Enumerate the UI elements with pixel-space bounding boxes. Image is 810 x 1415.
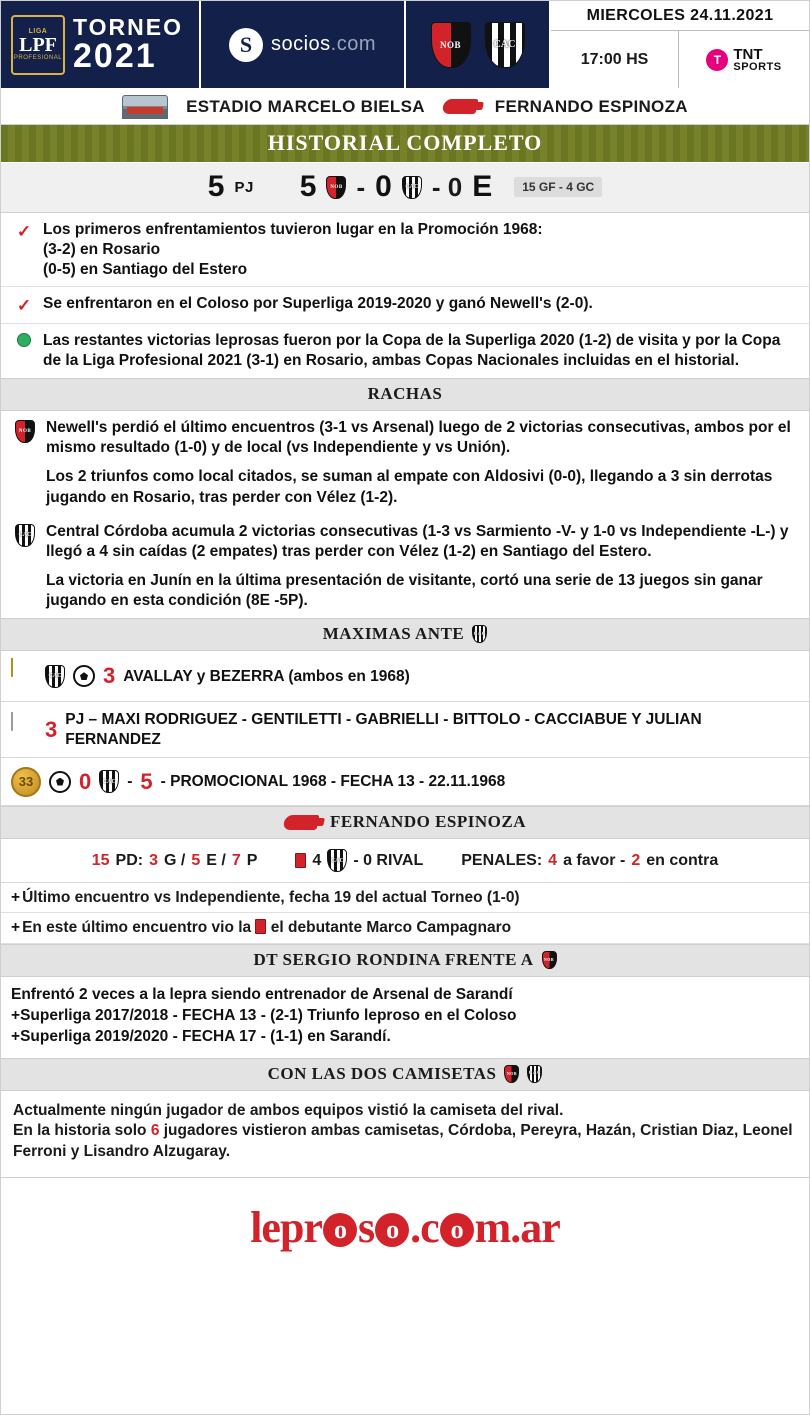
maximas-score-dash: - (127, 772, 133, 790)
stadium-icon (122, 95, 168, 119)
draws-label: E (472, 170, 493, 203)
score-dash-2: - 0 (431, 171, 463, 202)
red-card-icon (255, 919, 266, 934)
tnt-name-sub: SPORTS (733, 60, 782, 73)
referee-p-value: 7 (231, 851, 241, 869)
tnt-name-main: TNT (733, 45, 763, 63)
referee-pd-value: 15 (91, 851, 110, 869)
list-item (1, 411, 809, 465)
maximas-goals-value: 3 (103, 663, 116, 689)
trophy-silver-icon (11, 713, 37, 747)
plus-icon: + (11, 1027, 21, 1045)
ball-icon (73, 665, 95, 687)
cac-crest-label: CAC (528, 1071, 542, 1077)
table-row (1, 758, 809, 806)
medal-icon: 33 (11, 767, 41, 797)
plus-icon: + (11, 889, 21, 907)
ball-icon (49, 771, 71, 793)
logo-dot-3: o (440, 1213, 474, 1247)
racha-text: Central Córdoba acumula 2 victorias consecutivas (1-3 vs Sarmiento -V- y 1-0 vs Independiente -L-) y llegó a 4 sin caídas (2 empates) tras perder con Vélez (1-2) en Santiago del Estero. (46, 522, 789, 560)
maximas-pj-value: 3 (45, 716, 58, 742)
referee-title-label: FERNANDO ESPINOZA (330, 812, 526, 832)
sponsor-text (271, 33, 376, 56)
lpf-logo-main: LPF (19, 34, 57, 56)
cac-crest-label: CAC (330, 857, 344, 864)
cac-crest-icon (485, 22, 525, 68)
dt-title-label: DT SERGIO RONDINA FRENTE A (253, 949, 534, 969)
camisetas-count: 6 (150, 1122, 160, 1140)
cac-crest-icon (13, 522, 37, 547)
maximas-rows (1, 651, 809, 806)
penales-favor-value: 4 (548, 851, 558, 869)
dt-line-text: Superliga 2019/2020 - FECHA 17 - (1-1) en Sarandí. (20, 1027, 391, 1045)
goals-summary: 15 GF - 4 GC (514, 177, 602, 197)
historial-note-text: Las restantes victorias leprosas fueron por la Copa de la Superliga 2020 (1-2) de visita y por la Copa de la Liga Profesional 2021 (3-1) en Rosario, ambas Copas Nacionales incluidas en el historial. (43, 332, 781, 370)
socios-logo-icon: S (229, 28, 263, 62)
maximas-score-right: 5 (140, 768, 153, 794)
nob-crest-icon (13, 418, 37, 443)
camisetas-line2-pre: En la historia solo (13, 1122, 147, 1140)
list-item (1, 287, 809, 324)
camisetas-body (1, 1091, 809, 1179)
dt-line-text: Superliga 2017/2018 - FECHA 13 - (2-1) Triunfo leproso en el Coloso (20, 1006, 517, 1024)
match-date: MIERCOLES 24.11.2021 (551, 1, 809, 31)
tnt-logo-icon: T (706, 49, 728, 71)
rachas-title-label: RACHAS (367, 384, 443, 404)
match-time: 17:00 HS (551, 31, 679, 88)
historial-notes (1, 213, 809, 378)
lpf-logo-top: LIGA (28, 28, 48, 35)
historial-note-text: Los primeros enfrentamientos tuvieron lugar en la Promoción 1968: (3-2) en Rosario (0-5) en Santiago del Estero (43, 221, 543, 278)
referee-pd-label: PD: (115, 851, 144, 869)
nob-crest-label: NOB (439, 39, 461, 50)
cac-crest-label: CAC (405, 184, 419, 190)
cac-crest-icon (45, 665, 65, 688)
home-wins-value: 5 (299, 170, 317, 203)
plus-icon: + (11, 1006, 21, 1024)
cac-crest-label: CAC (18, 532, 32, 539)
referee-p-label: P (246, 851, 258, 869)
nob-crest-label: NOB (18, 429, 32, 435)
cac-crest-label: CAC (493, 39, 516, 50)
historial-note-text: Se enfrentaron en el Coloso por Superliga 2019-2020 y ganó Newell's (2-0). (43, 295, 593, 313)
leproso-logo[interactable] (250, 1202, 560, 1253)
cac-crest-label: CAC (48, 673, 62, 680)
lpf-logo-icon (11, 15, 65, 75)
trophy-gold-icon (11, 659, 37, 693)
score-dash-1: - (356, 171, 366, 202)
list-item (1, 324, 809, 378)
section-title-rachas (1, 378, 809, 411)
referee-cards-count: 4 (312, 851, 322, 869)
list-item (1, 883, 809, 913)
tv-broadcaster (679, 31, 809, 88)
racha-text: La victoria en Junín en la última presentación de visitante, cortó una serie de 13 juegos sin ganar jugando en esta condición (8E -5P). (46, 571, 763, 610)
maximas-pj-players: PJ – MAXI RODRIGUEZ - GENTILETTI - GABRIELLI - BITTOLO - CACCIABUE Y JULIAN FERNANDEZ (65, 711, 702, 748)
match-datetime-block (551, 1, 809, 88)
logo-part-4: m.ar (474, 1203, 560, 1253)
section-title-referee (1, 806, 809, 839)
cac-crest-icon (472, 625, 487, 643)
referee-name: FERNANDO ESPINOZA (494, 96, 688, 116)
maximas-goals-players: AVALLAY y BEZERRA (ambos en 1968) (123, 667, 410, 685)
penales-contra-label: en contra (646, 851, 719, 869)
draws-value: 0 (375, 170, 392, 203)
tnt-name (733, 47, 781, 73)
logo-part-1: lepr (250, 1203, 322, 1253)
match-crests (406, 1, 551, 88)
table-row (1, 651, 809, 702)
lpf-logo-bottom: PROFESIONAL (13, 55, 63, 61)
nob-crest-label: NOB (506, 1071, 518, 1077)
nob-crest-label: NOB (330, 184, 343, 190)
maximas-score-left: 0 (79, 768, 92, 794)
check-icon: ✓ (16, 222, 32, 241)
section-title-maximas (1, 618, 809, 651)
list-item (11, 1027, 799, 1048)
racha-text: Los 2 triunfos como local citados, se suman al empate con Aldosivi (0-0), llegando a 3 sin derrotas jugando en Rosario, tras perder con Vélez (1-2). (46, 468, 773, 506)
camisetas-title-label: CON LAS DOS CAMISETAS (267, 1063, 497, 1083)
referee-note-text: Último encuentro vs Independiente, fecha 19 del actual Torneo (1-0) (22, 889, 520, 907)
played-value: 5 (207, 170, 225, 203)
list-item (11, 1006, 799, 1027)
sponsor-name: socios (270, 33, 331, 55)
plus-icon: + (11, 919, 21, 937)
referee-e-label: E / (206, 851, 226, 869)
section-title-dt (1, 944, 809, 977)
referee-e-value: 5 (191, 851, 201, 869)
list-item (1, 213, 809, 287)
referee-g-label: G / (164, 851, 186, 869)
head-to-head-summary (1, 163, 809, 213)
racha-text: Newell's perdió el último encuentros (3-1 vs Arsenal) luego de 2 victorias consecutivas, ambos por el mismo resultado (1-0) y de local (vs Independiente y vs Unión). (46, 419, 791, 457)
referee-g-value: 3 (149, 851, 159, 869)
referee-note-text: En este último encuentro vio la el debutante Marco Campagnaro (22, 919, 512, 937)
tournament-label: TORNEO (73, 14, 183, 40)
whistle-icon (282, 815, 319, 830)
cac-crest-icon (99, 770, 119, 793)
tournament-name (73, 16, 183, 73)
table-row (1, 702, 809, 758)
rachas-list (1, 411, 809, 618)
cac-crest-icon (327, 849, 347, 872)
penales-favor-label: a favor - (563, 851, 626, 869)
camisetas-line-2 (13, 1121, 797, 1163)
nob-crest-icon (542, 951, 557, 969)
stadium-name: ESTADIO MARCELO BIELSA (186, 96, 425, 116)
section-title-camisetas (1, 1058, 809, 1091)
nob-crest-icon (431, 22, 471, 68)
section-title-historial: HISTORIAL COMPLETO (1, 125, 809, 163)
dt-intro: Enfrentó 2 veces a la lepra siendo entrenador de Arsenal de Sarandí (11, 985, 513, 1003)
camisetas-line2-post: jugadores vistieron ambas camisetas, Córdoba, Pereyra, Hazán, Cristian Diaz, Leonel Ferroni y Lisandro Alzugaray. (13, 1122, 793, 1161)
logo-part-2: s (357, 1203, 375, 1253)
maximas-title-label: MAXIMAS ANTE (322, 624, 465, 644)
list-item (1, 913, 809, 943)
nob-crest-icon (326, 176, 346, 199)
whistle-icon (441, 99, 478, 114)
maximas-score-detail: - PROMOCIONAL 1968 - FECHA 13 - 22.11.1968 (160, 772, 506, 790)
list-item (1, 569, 809, 618)
cac-crest-label: CAC (473, 631, 486, 637)
page-header (1, 1, 809, 89)
penales-contra-value: 2 (631, 851, 641, 869)
cac-crest-icon (402, 176, 422, 199)
venue-bar (1, 89, 809, 125)
nob-crest-label: NOB (543, 957, 555, 963)
played-label: PJ (234, 178, 254, 196)
list-item (1, 515, 809, 569)
check-icon: ✓ (16, 296, 32, 316)
logo-dot-1: o (323, 1213, 357, 1247)
referee-stats (1, 839, 809, 883)
cac-crest-label: CAC (102, 778, 116, 785)
league-branding (1, 1, 201, 88)
site-footer (1, 1178, 809, 1279)
penales-label: PENALES: (461, 851, 543, 869)
logo-dot-2: o (375, 1213, 409, 1247)
logo-part-3: .c (410, 1203, 439, 1253)
nob-crest-icon (504, 1065, 519, 1083)
red-card-icon (295, 853, 306, 868)
sponsor-suffix: .com (330, 33, 377, 55)
green-ball-icon (13, 331, 35, 352)
list-item (1, 465, 809, 514)
dt-body (1, 977, 809, 1058)
sponsor-banner (201, 1, 406, 88)
camisetas-line-1: Actualmente ningún jugador de ambos equipos vistió la camiseta del rival. (13, 1101, 564, 1119)
tournament-year: 2021 (73, 37, 157, 75)
referee-cards-rival: - 0 RIVAL (353, 851, 424, 869)
cac-crest-icon (527, 1065, 542, 1083)
